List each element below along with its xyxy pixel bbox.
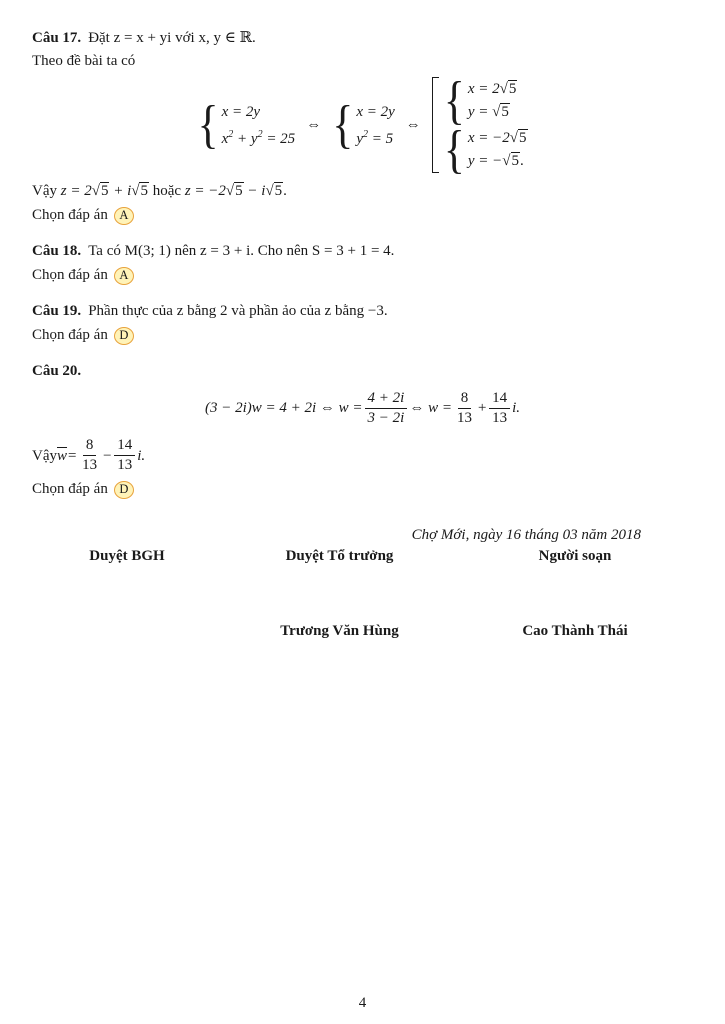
signature-name-to-truong: Trương Văn Hùng	[280, 623, 399, 639]
square-root	[131, 182, 149, 199]
math-part: −	[102, 447, 113, 464]
radical-sign: √	[91, 183, 100, 199]
solution-1-rows	[468, 79, 518, 122]
math-part: = 25	[262, 130, 296, 147]
equation-row	[468, 128, 528, 148]
q17-intro-text: Đặt z = x + yi với x, y ∈ ℝ.	[88, 30, 256, 46]
q20-display-equation	[32, 389, 693, 428]
signature-title-to-truong: Duyệt Tổ trưởng	[285, 548, 394, 564]
fraction-denominator: 13	[82, 457, 98, 473]
equation-row	[222, 125, 296, 149]
exponent: 2	[228, 128, 234, 140]
fraction-denominator: 13	[117, 457, 133, 473]
exponent: 2	[257, 128, 263, 140]
radical-sign: √	[265, 183, 274, 199]
choose-answer-label: Chọn đáp án	[32, 267, 108, 283]
math-part: x = −2	[467, 130, 510, 146]
radical-sign: √	[492, 104, 501, 120]
math-part: .	[520, 153, 524, 169]
solution-cases	[443, 70, 528, 179]
math-part: + y	[233, 130, 258, 147]
solution-case-2	[443, 119, 528, 179]
radical-sign: √	[502, 153, 511, 169]
q18-text: Ta có M(3; 1) nên z = 3 + i. Cho nên S = 3 + 1 = 4.	[88, 243, 395, 259]
choose-answer-label: Chọn đáp án	[32, 207, 108, 223]
square-root	[510, 129, 528, 146]
radicand: 5	[235, 183, 243, 199]
left-square-bracket	[432, 77, 439, 173]
q18-text-line	[32, 241, 693, 261]
left-brace: {	[197, 95, 219, 154]
answer-circle: A	[114, 207, 134, 225]
fraction	[79, 436, 100, 475]
system-1-rows	[222, 102, 296, 149]
question-18	[32, 241, 693, 287]
q20-conclusion-line	[32, 436, 693, 475]
equivalence-arrow: ⇔	[405, 116, 421, 133]
fraction-numerator: 8	[458, 389, 472, 409]
square-root	[500, 80, 518, 97]
w-conjugate: $\overline{w}$	[57, 447, 68, 464]
square-root	[502, 152, 520, 169]
fraction-denominator: 13	[492, 410, 508, 426]
math-part: y =	[467, 104, 493, 120]
square-root	[226, 182, 244, 199]
radicand: 5	[519, 130, 527, 146]
math-part: =	[67, 447, 78, 464]
question-18-label: Câu 18.	[32, 243, 82, 259]
equation-row: x = 2y	[356, 103, 395, 120]
choose-answer-label: Chọn đáp án	[32, 327, 108, 343]
system-of-equations-2	[332, 95, 395, 154]
system-2-rows	[356, 102, 394, 149]
text-part: Vậy	[32, 183, 61, 199]
math-part: +	[476, 400, 488, 416]
exponent: 2	[362, 128, 368, 140]
equation-row	[468, 102, 510, 122]
q19-text-line	[32, 301, 693, 321]
q17-intro-line	[32, 28, 693, 48]
equation-row	[356, 125, 393, 149]
choose-answer-label: Chọn đáp án	[32, 481, 108, 497]
signature-titles-row	[32, 548, 693, 565]
signature-title-nguoi-soan: Người soạn	[538, 548, 612, 564]
question-20	[32, 361, 693, 501]
square-root	[492, 103, 510, 120]
q17-conclusion-line	[32, 181, 693, 201]
q19-answer-line	[32, 324, 693, 347]
fraction	[365, 389, 408, 428]
fraction-denominator: 13	[456, 410, 472, 426]
math-part: ⇔ w =	[409, 400, 452, 416]
math-part: x = 2	[467, 81, 500, 97]
equivalence-arrow: ⇔	[306, 116, 322, 133]
fraction-numerator: 8	[83, 436, 97, 456]
signature-title-bgh: Duyệt BGH	[89, 548, 165, 564]
signature-name-empty	[32, 623, 222, 640]
question-19-label: Câu 19.	[32, 303, 82, 319]
math-part: + i	[109, 183, 132, 199]
math-part: i.	[512, 400, 521, 416]
math-part: = 5	[367, 130, 394, 147]
radicand: 5	[274, 183, 283, 199]
square-root	[92, 182, 110, 199]
solution-2-rows	[468, 128, 528, 171]
fraction-numerator: 4 + 2i	[365, 389, 408, 409]
fraction	[114, 436, 135, 475]
question-17	[32, 28, 693, 227]
left-brace: {	[443, 119, 465, 179]
left-brace: {	[443, 70, 465, 130]
math-part: i.	[137, 447, 146, 464]
signature-block	[32, 527, 693, 640]
signature-date: Chợ Mới, ngày 16 tháng 03 năm 2018	[411, 527, 641, 543]
solution-case-1	[443, 70, 528, 130]
radical-sign: √	[509, 130, 519, 146]
fraction-numerator: 14	[489, 389, 510, 409]
equation-row	[468, 151, 524, 171]
math-part: (3 − 2i)w = 4 + 2i ⇔ w =	[204, 400, 363, 416]
q20-label-line	[32, 361, 693, 381]
text-part: hoặc	[148, 183, 185, 199]
q17-answer-line	[32, 204, 693, 227]
q18-answer-line	[32, 264, 693, 287]
text-part: Vậy	[32, 447, 57, 464]
fraction-numerator: 14	[114, 436, 135, 456]
q17-setup-line: Theo đề bài ta có	[32, 53, 136, 69]
radicand: 5	[100, 183, 109, 199]
answer-circle: D	[114, 481, 134, 499]
answer-circle: A	[114, 267, 134, 285]
square-root	[265, 182, 283, 199]
math-part: y = −	[467, 153, 503, 169]
radicand: 5	[501, 104, 509, 120]
solution-bracket-group	[432, 70, 528, 179]
equation-row	[468, 79, 518, 99]
question-19	[32, 301, 693, 347]
signature-names-row	[32, 623, 693, 640]
radical-sign: √	[499, 81, 508, 97]
q19-text: Phần thực của z bằng 2 và phần ảo của z bằng −3.	[88, 303, 388, 319]
fraction	[489, 389, 510, 428]
signature-name-nguoi-soan: Cao Thành Thái	[522, 623, 628, 639]
equation-row: x = 2y	[221, 103, 261, 120]
question-17-label: Câu 17.	[32, 30, 82, 46]
answer-circle: D	[114, 327, 134, 345]
q17-display-equation	[32, 70, 693, 179]
text-part: .	[283, 183, 287, 199]
page-number: 4	[358, 995, 367, 1011]
system-of-equations-1	[197, 95, 296, 154]
fraction	[454, 389, 475, 428]
math-part: − i	[243, 183, 266, 199]
left-brace: {	[332, 95, 354, 154]
fraction-denominator: 3 − 2i	[367, 410, 405, 426]
q20-answer-line	[32, 478, 693, 501]
radicand: 5	[508, 81, 517, 97]
radical-sign: √	[225, 183, 235, 199]
math-part: y	[356, 130, 363, 147]
math-part: z = 2	[60, 183, 92, 199]
math-part: x	[221, 130, 229, 147]
question-20-label: Câu 20.	[32, 363, 82, 379]
math-part: z = −2	[184, 183, 226, 199]
radicand: 5	[511, 153, 520, 169]
radical-sign: √	[131, 183, 140, 199]
radicand: 5	[140, 183, 148, 199]
